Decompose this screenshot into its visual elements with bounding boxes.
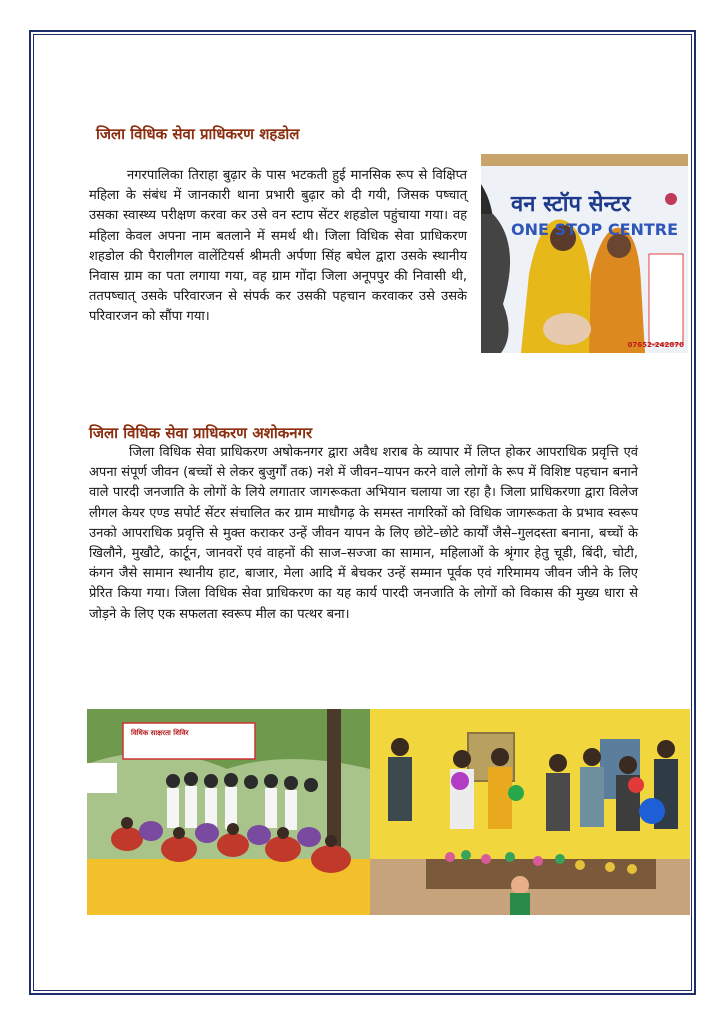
photo-toy-sellers (370, 709, 690, 915)
photo-one-stop-centre (481, 154, 688, 353)
sign-english-text: ONE STOP CENTRE (511, 220, 679, 239)
photo-toy-sellers-scene (370, 709, 690, 915)
photo-legal-camp-scene (87, 709, 370, 915)
photo-one-stop-centre-scene (481, 154, 688, 353)
section-paragraph-ashoknagar: जिला विधिक सेवा प्राधिकरण अषोकनगर द्वारा अवैध शराब के व्यापार में लिप्त होकर आपराधिक प्रवृत्ति एवं अपना संपूर्ण जीवन (बच्चों से लेकर बुजुर्गों तक) नशे में जीवन–यापन करने वाले लोगों के रूप में विशिष्ट पहचान बनाने वाले पारदी जनजाति के लोगों के लिये लगातार जागरूकता अभियान चलाया जा रहा है। जिला प्राधिकरणा द्वारा विलेज लीगल केयर एण्ड सपोर्ट सेंटर संचालित कर ग्राम माधौगढ़ के समस्त नागरिकों को विधिक जागरूकता के प्रभाव स्वरूप उनको आपराधिक प्रवृत्ति से मुक्त कराकर उन्हें जीवन यापन के लिए छोटे–छोटे कार्यों जैसे–गुलदस्ता बनाना, बच्चों के खिलौने, मुखौटे, कार्टून, जानवरों एवं वाहनों की साज–सज्जा का सामान, महिलाओं के श्रृंगार हेतु चूडी, बिंदी, चोटी, कंगन जैसे सामान स्थानीय हाट, बाजार, मेला आदि में बेचकर उन्हें सम्मान पूर्वक एवं गरिमामय जीवन जीने के लिए प्रेरित किया गया। जिला विधिक सेवा प्राधिकरण का यह कार्य पारदी जनजाति के लोगों को विकास की मुख्य धारा से जोड़ने के लिए एक सफलता स्वरूप मील का पत्थर बना। (89, 445, 638, 622)
section-heading-ashoknagar: जिला विधिक सेवा प्राधिकरण अशोकनगर (89, 424, 313, 442)
section-heading-shahdol: जिला विधिक सेवा प्राधिकरण शहडोल (96, 125, 300, 143)
camp-banner-text: विधिक साक्षरता शिविर (131, 729, 189, 737)
sign-hindi-text: वन स्टॉप सेन्टर (511, 192, 631, 217)
sign-phone-text: 07652-242870 (627, 341, 684, 349)
photo-legal-camp (87, 709, 370, 915)
section-paragraph-shahdol: नगरपालिका तिराहा बुढ़ार के पास भटकती हुई मानसिक रूप से विक्षिप्त महिला के संबंध में जानकारी थाना प्रभारी बुढ़ार को दी गयी, जिसक पष्चात् उसका स्वास्थ्य परीक्षण करवा कर उसे वन स्टाप सेंटर शहडोल पहुंचाया गया। वह महिला केवल अपना नाम बतलाने में समर्थ थी। जिला विधिक सेवा प्राधिकरण शहडोल की पैरालीगल वालेंटियर्स श्रीमती अर्पणा सिंह बघेल द्वारा उसके स्थानीय निवास ग्राम का पता लगाया गया, वह ग्राम गोंदा जिला अनूपपुर की निवासी थी, ततपष्चात् उसके परिवारजन से संपर्क कर उसकी पहचान करवाकर उसे उसके परिवारजन को सौंपा गया। (89, 168, 467, 325)
